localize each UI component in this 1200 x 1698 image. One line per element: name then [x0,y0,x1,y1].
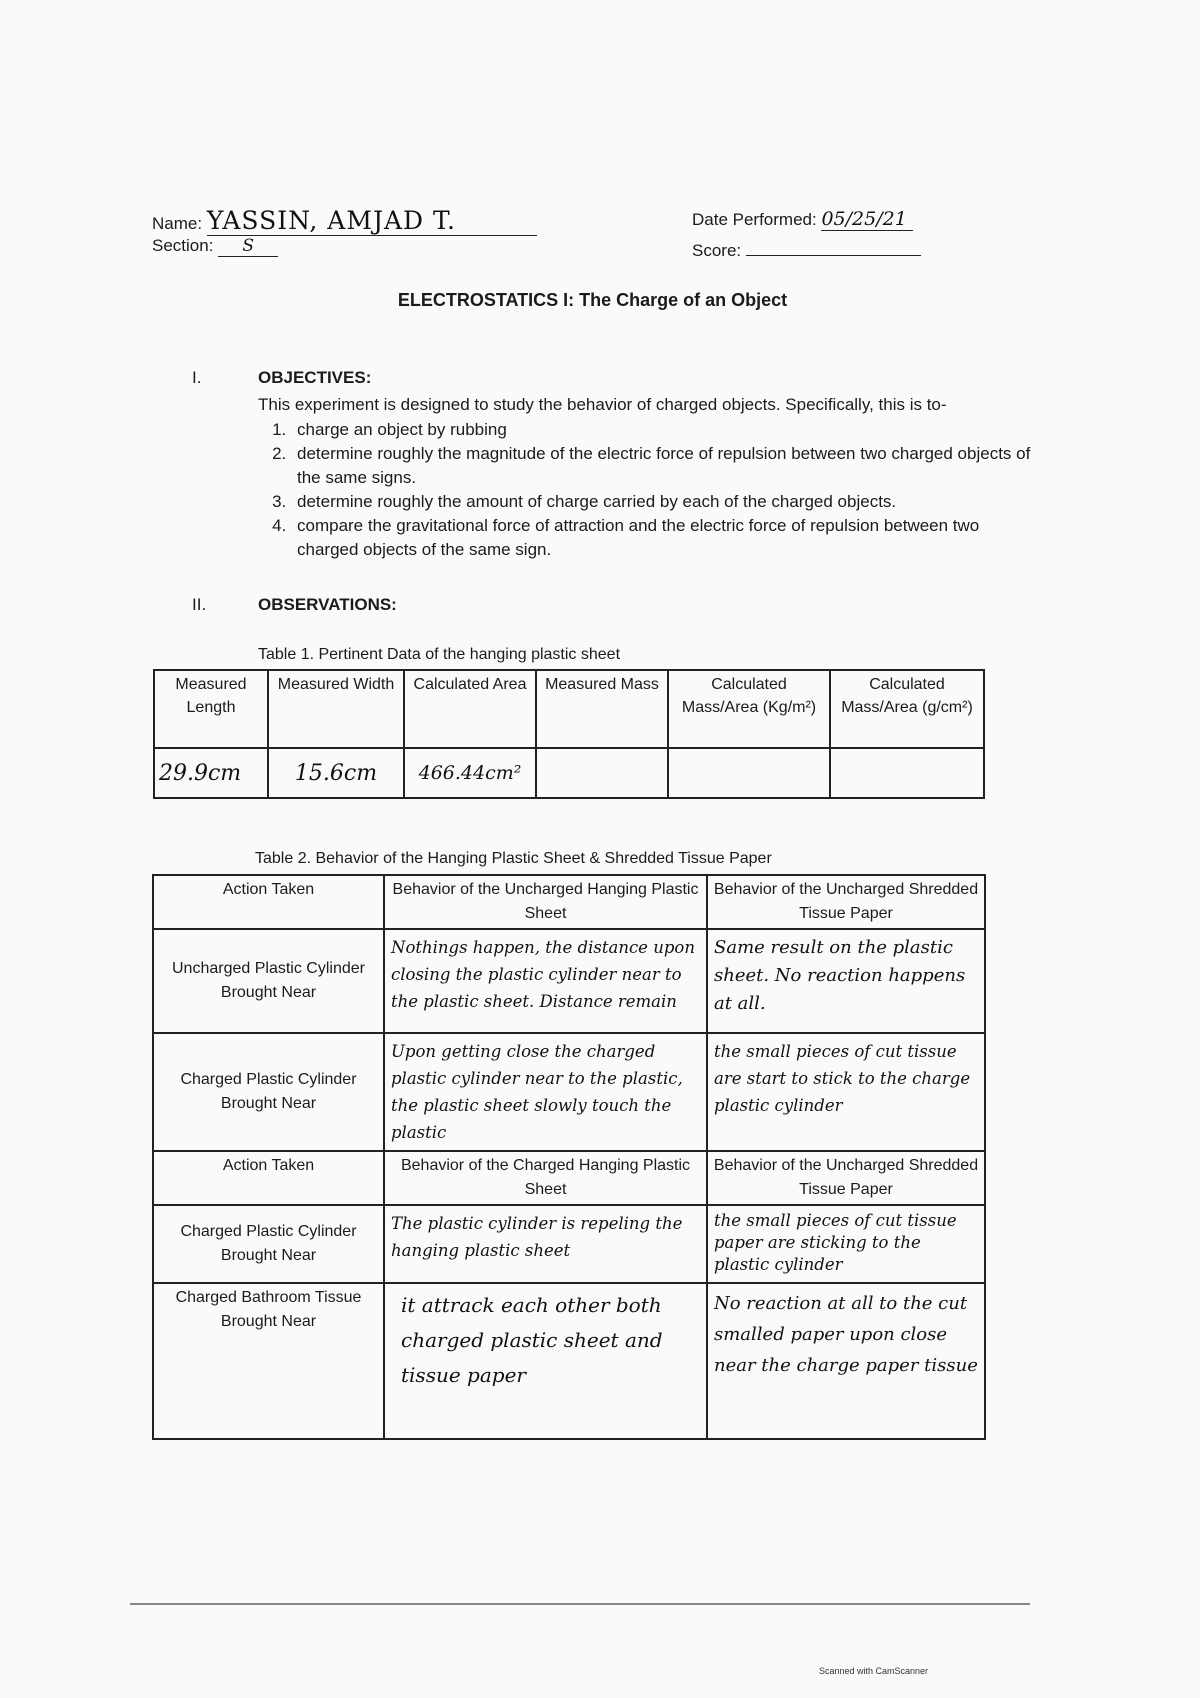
table2-obs-cell: the small pieces of cut tissue paper are sticking to the plastic cylinder [707,1205,985,1283]
table2-header-cell: Action Taken [153,1151,384,1205]
table2-action-cell: Charged Plastic Cylinder Brought Near [153,1033,384,1151]
observations-heading: OBSERVATIONS: [258,595,397,614]
table1-cell: 29.9cm [154,748,268,798]
table2-header-cell: Action Taken [153,875,384,929]
table2-obs-cell: Upon getting close the charged plastic cylinder near to the plastic, the plastic sheet slowly touch the plastic [384,1033,707,1151]
table2-obs-cell: it attrack each other both charged plastic sheet and tissue paper [384,1283,707,1439]
score-value [746,237,921,256]
table2-row [153,1283,985,1439]
table2-obs-cell: Same result on the plastic sheet. No reaction happens at all. [707,929,985,1033]
table2-obs-cell: No reaction at all to the cut smalled paper upon close near the charge paper tissue [707,1283,985,1439]
document-title: ELECTROSTATICS I: The Charge of an Object [397,290,788,310]
table1 [153,669,985,799]
score-label: Score: [692,241,742,260]
table2-action-cell: Charged Bathroom Tissue Brought Near [153,1283,384,1439]
date-value: 05/25/21 [821,208,913,231]
objectives-heading: OBJECTIVES: [258,368,372,387]
table1-header-cell: Measured Width [268,670,404,748]
table1-header-row [154,670,984,748]
table1-caption: Table 1. Pertinent Data of the hanging plastic sheet [258,646,621,663]
table2 [152,874,986,1440]
date-field [692,208,913,231]
table1-cell [536,748,668,798]
date-label: Date Performed: [692,210,817,229]
table2-header-cell: Behavior of the Uncharged Hanging Plastic Sheet [384,875,707,929]
table1-header-cell: Calculated Area [404,670,536,748]
objective-item: 1. charge an object by rubbing [291,418,1040,442]
name-field [152,206,537,236]
table1-header-cell: Calculated Mass/Area (Kg/m²) [668,670,830,748]
table1-cell: 466.44cm² [404,748,536,798]
table2-header-cell: Behavior of the Charged Hanging Plastic Sheet [384,1151,707,1205]
table1-header-cell: Calculated Mass/Area (g/cm²) [830,670,984,748]
page-divider [130,1603,1030,1605]
table2-action-cell: Uncharged Plastic Cylinder Brought Near [153,929,384,1033]
table2-obs-cell: Nothings happen, the distance upon closing the plastic cylinder near to the plastic sheet. Distance remain [384,929,707,1033]
table2-row [153,1205,985,1283]
table1-cell [830,748,984,798]
objectives-number: I. [192,368,202,387]
objectives-intro: This experiment is designed to study the behavior of charged objects. Specifically, this is to- [258,395,947,414]
objective-item: 3. determine roughly the amount of charge carried by each of the charged objects. [291,490,1040,514]
scanner-watermark: Scanned with CamScanner [818,1666,928,1676]
name-value: YASSIN, AMJAD T. [207,206,537,236]
table1-header-cell: Measured Mass [536,670,668,748]
table2-header-cell: Behavior of the Uncharged Shredded Tissue Paper [707,1151,985,1205]
table2-header-row [153,875,985,929]
table2-caption: Table 2. Behavior of the Hanging Plastic Sheet & Shredded Tissue Paper [255,850,772,867]
name-label: Name: [152,214,203,233]
table1-row [154,748,984,798]
table2-obs-cell: the small pieces of cut tissue are start to stick to the charge plastic cylinder [707,1033,985,1151]
table2-row [153,929,985,1033]
objective-item: 2. determine roughly the magnitude of the electric force of repulsion between two charged objects of the same signs. [291,442,1040,490]
objective-item: 4. compare the gravitational force of attraction and the electric force of repulsion between two charged objects of the same sign. [291,514,1040,562]
objectives-list [258,418,1040,562]
table2-header-row [153,1151,985,1205]
table2-obs-cell: The plastic cylinder is repeling the hanging plastic sheet [384,1205,707,1283]
table2-row [153,1033,985,1151]
table1-cell: 15.6cm [268,748,404,798]
section-field [152,236,278,257]
table2-action-cell: Charged Plastic Cylinder Brought Near [153,1205,384,1283]
table1-cell [668,748,830,798]
section-value: S [218,236,278,257]
observations-number: II. [192,595,207,614]
section-label: Section: [152,236,214,255]
table2-header-cell: Behavior of the Uncharged Shredded Tissue Paper [707,875,985,929]
table1-header-cell: Measured Length [154,670,268,748]
score-field [692,237,921,261]
